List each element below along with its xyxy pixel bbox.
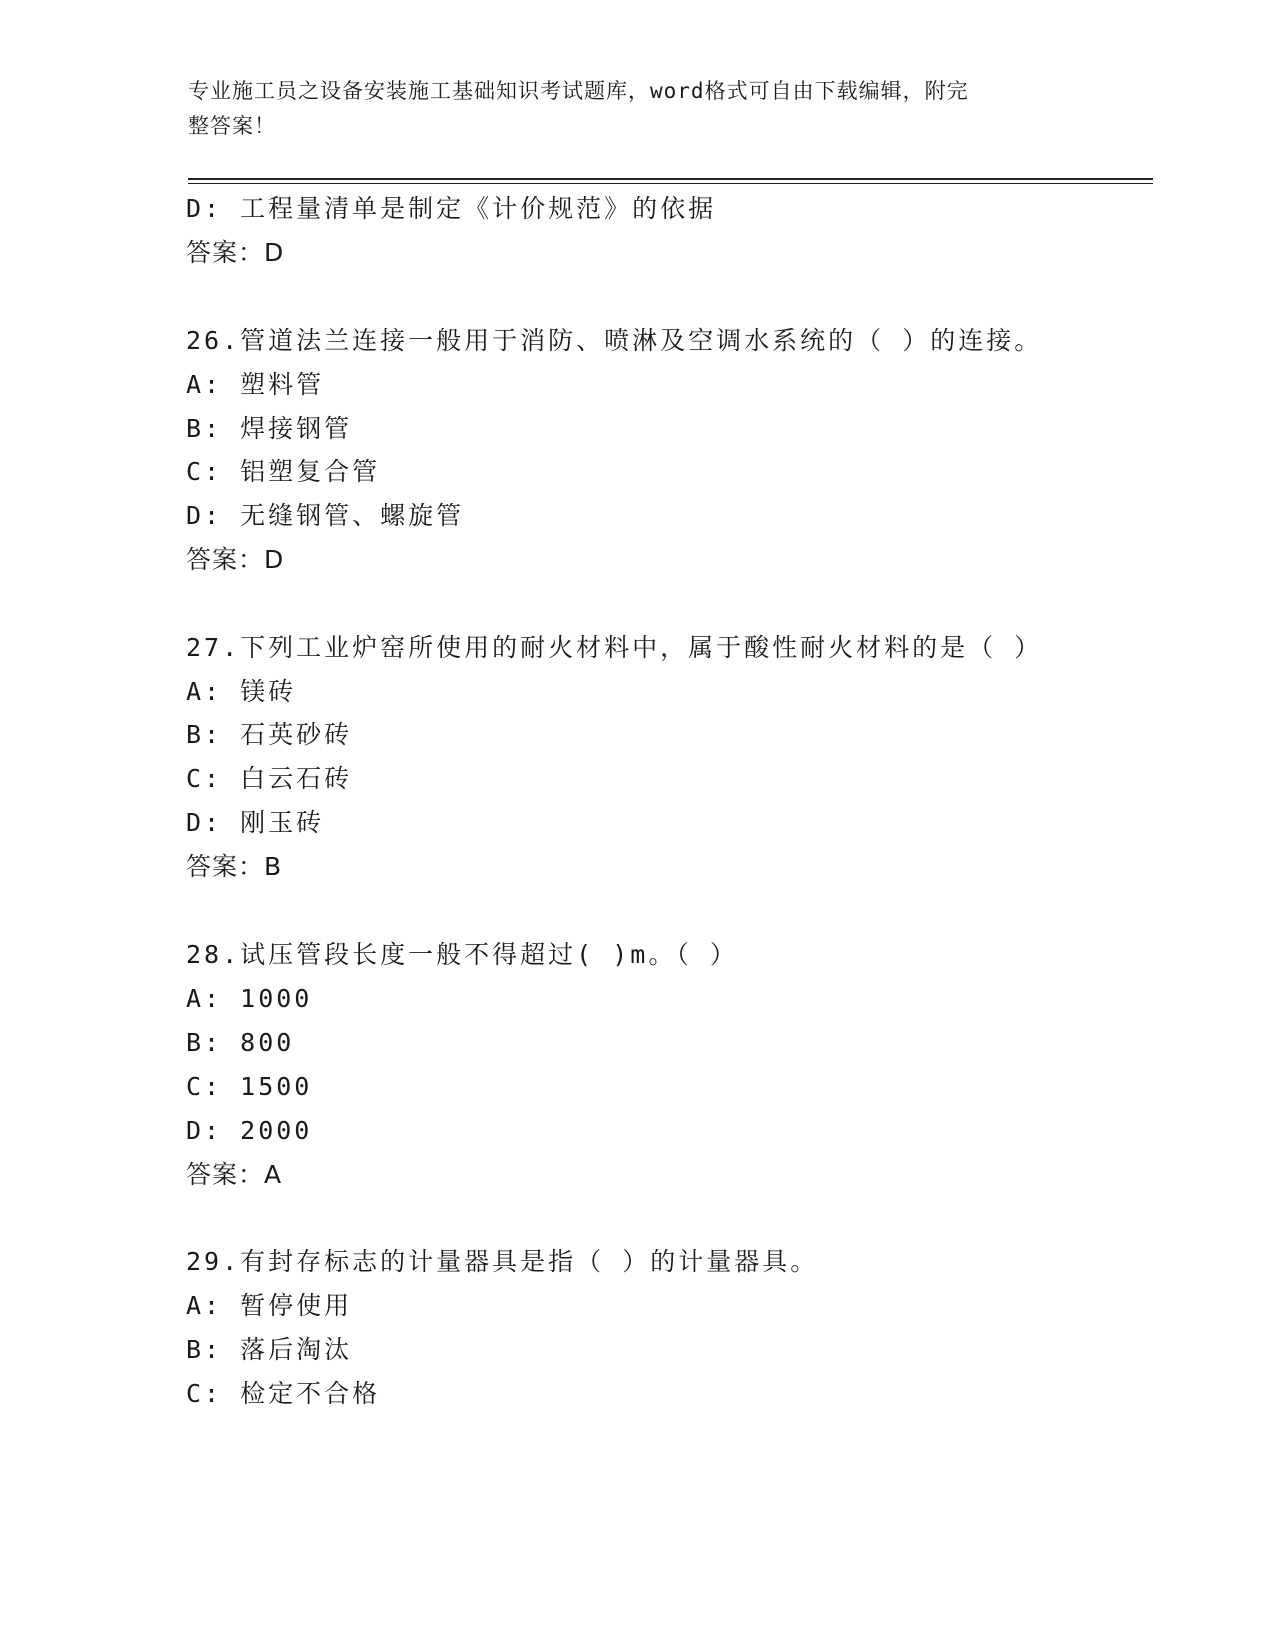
answer: 答案：D bbox=[186, 545, 285, 574]
answer-prev: 答案：D bbox=[186, 238, 285, 267]
option-d: D: 2000 bbox=[186, 1116, 313, 1145]
option-b: B: 焊接钢管 bbox=[186, 414, 353, 443]
option-d-prev: D: 工程量清单是制定《计价规范》的依据 bbox=[186, 194, 717, 223]
answer: 答案：B bbox=[186, 852, 283, 881]
option-c: C: 白云石砖 bbox=[186, 764, 353, 793]
option-c: C: 1500 bbox=[186, 1072, 313, 1101]
question-stem: 29.有封存标志的计量器具是指（ ）的计量器具。 bbox=[186, 1247, 819, 1276]
option-a: A: 1000 bbox=[186, 984, 313, 1013]
question-stem: 26.管道法兰连接一般用于消防、喷淋及空调水系统的（ ）的连接。 bbox=[186, 326, 1043, 355]
option-d: D: 刚玉砖 bbox=[186, 808, 325, 837]
header-divider-thick bbox=[188, 178, 1153, 180]
option-b: B: 石英砂砖 bbox=[186, 720, 353, 749]
option-b: B: 800 bbox=[186, 1028, 295, 1057]
option-a: A: 暂停使用 bbox=[186, 1291, 353, 1320]
header-divider-thin bbox=[188, 183, 1153, 184]
option-b: B: 落后淘汰 bbox=[186, 1335, 353, 1364]
document-header bbox=[188, 74, 1068, 144]
question-stem: 28.试压管段长度一般不得超过( )m。（ ） bbox=[186, 940, 738, 969]
option-d: D: 无缝钢管、螺旋管 bbox=[186, 501, 465, 530]
option-c: C: 检定不合格 bbox=[186, 1379, 381, 1408]
option-a: A: 镁砖 bbox=[186, 677, 297, 706]
header-line-2: 整答案！ bbox=[188, 114, 276, 138]
option-a: A: 塑料管 bbox=[186, 370, 325, 399]
option-c: C: 铝塑复合管 bbox=[186, 457, 381, 486]
header-line-1: 专业施工员之设备安装施工基础知识考试题库，word格式可自由下载编辑，附完 bbox=[188, 79, 969, 103]
question-stem: 27.下列工业炉窑所使用的耐火材料中，属于酸性耐火材料的是（ ） bbox=[186, 633, 1043, 662]
answer: 答案：A bbox=[186, 1160, 283, 1189]
